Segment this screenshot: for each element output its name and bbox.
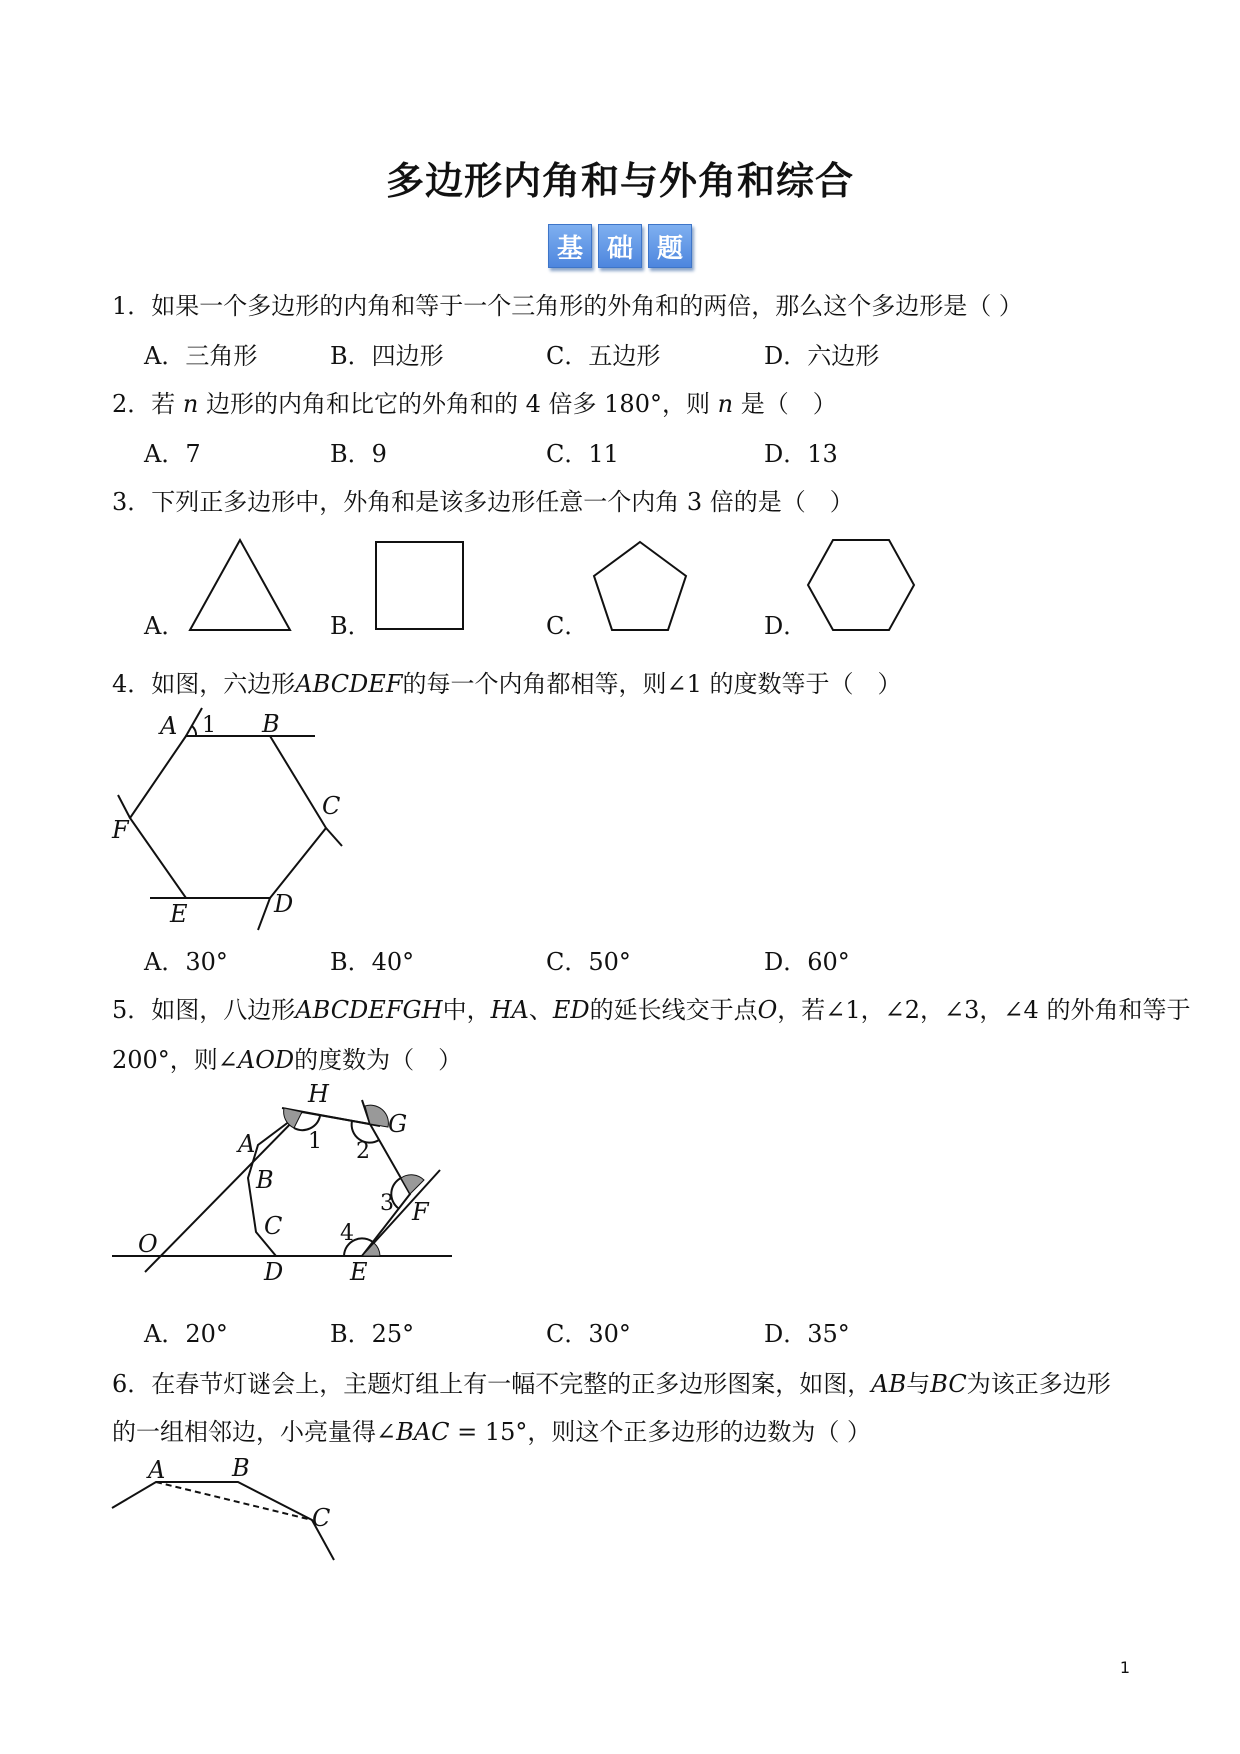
q2-option-a: A．7 (144, 440, 201, 468)
q5-option-c: C．30° (546, 1320, 631, 1348)
oct-label-d: D (264, 1258, 284, 1286)
oct-label-4: 4 (340, 1221, 354, 1246)
q2-option-c: C．11 (546, 440, 619, 468)
q5-text-a: 5．如图，八边形 (112, 996, 296, 1024)
q5-line2-b: 的度数为（ ） (294, 1046, 463, 1074)
hex-label-d: D (274, 890, 294, 918)
hex-label-e: E (170, 900, 188, 928)
q2-var-n-2: n (717, 390, 734, 418)
frag-label-b: B (232, 1454, 250, 1482)
q4-option-c: C．50° (546, 948, 631, 976)
oct-label-2: 2 (356, 1139, 370, 1164)
q4-math: ABCDEF (295, 670, 403, 698)
q6-line2-a: 的一组相邻边，小亮量得∠ (112, 1418, 397, 1446)
polygon-fragment (112, 1482, 334, 1560)
hex-label-1: 1 (202, 713, 216, 738)
q5-math2: HA (490, 996, 529, 1024)
badge-char: 础 (598, 224, 642, 268)
q5-option-d: D．35° (764, 1320, 850, 1348)
ac-dashed-line (156, 1482, 312, 1520)
q4-option-d: D．60° (764, 948, 850, 976)
frag-label-a: A (148, 1456, 166, 1484)
q3-option-a: A． (144, 612, 186, 640)
q6-line2-b: = 15°，则这个正多边形的边数为（ ） (449, 1418, 871, 1446)
q3-option-d: D． (764, 612, 808, 640)
oct-label-c: C (264, 1212, 283, 1240)
q6-math2: BC (930, 1370, 967, 1398)
oct-label-b: B (256, 1166, 274, 1194)
q2-text-c: 是（ ） (733, 390, 837, 418)
q2-var-n: n (182, 390, 199, 418)
q5-math1: ABCDEFGH (295, 996, 443, 1024)
q1-option-d: D．六边形 (764, 342, 880, 370)
oct-label-o: O (138, 1230, 158, 1258)
oct-label-e: E (350, 1258, 368, 1286)
hex-label-c: C (322, 792, 341, 820)
hex-label-f: F (112, 816, 129, 844)
q4-text-b: 的每一个内角都相等，则∠1 的度数等于（ ） (402, 670, 902, 698)
oct-label-3: 3 (380, 1191, 394, 1216)
q5-text-d: 的延长线交于点 (589, 996, 758, 1024)
q5-line2-a: 200°，则∠ (112, 1046, 238, 1074)
oct-label-f: F (412, 1198, 429, 1226)
q6-line2-math: BAC (396, 1418, 450, 1446)
q2-text-a: 2．若 (112, 390, 183, 418)
q5-math3: ED (552, 996, 590, 1024)
q3-option-b: B． (330, 612, 372, 640)
frag-label-c: C (312, 1504, 331, 1532)
q6-text-b: 与 (906, 1370, 931, 1398)
q6-text-c: 为该正多边形 (966, 1370, 1111, 1398)
question-1-text: 1．如果一个多边形的内角和等于一个三角形的外角和的两倍，那么这个多边形是（ ） (112, 292, 1023, 320)
q1-option-b: B．四边形 (330, 342, 444, 370)
q6-text-a: 6．在春节灯谜会上，主题灯组上有一幅不完整的正多边形图案，如图， (112, 1370, 872, 1398)
q5-math4: O (757, 996, 778, 1024)
q5-option-b: B．25° (330, 1320, 415, 1348)
q5-option-a: A．20° (144, 1320, 228, 1348)
q4-option-a: A．30° (144, 948, 228, 976)
q1-option-c: C．五边形 (546, 342, 661, 370)
q5-text-c: 、 (528, 996, 553, 1024)
q2-text-b: 边形的内角和比它的外角和的 4 倍多 180°，则 (198, 390, 718, 418)
oct-label-g: G (388, 1110, 408, 1138)
q4-text-a: 4．如图，六边形 (112, 670, 296, 698)
q6-math1: AB (871, 1370, 907, 1398)
q5-text-b: 中， (442, 996, 491, 1024)
page-title: 多边形内角和与外角和综合 (385, 158, 854, 203)
q2-option-b: B．9 (330, 440, 387, 468)
question-3-text: 3．下列正多边形中，外角和是该多边形任意一个内角 3 倍的是（ ） (112, 488, 854, 516)
q2-option-d: D．13 (764, 440, 838, 468)
q4-option-b: B．40° (330, 948, 415, 976)
badge-char: 基 (548, 224, 592, 268)
q5-text-e: ，若∠1，∠2，∠3，∠4 的外角和等于 (777, 996, 1191, 1024)
oct-label-1: 1 (308, 1129, 322, 1154)
q5-line2-math: AOD (237, 1046, 295, 1074)
q3-option-c: C． (546, 612, 589, 640)
oct-label-h: H (308, 1080, 329, 1108)
hex-label-b: B (262, 710, 280, 738)
oct-label-a: A (238, 1130, 256, 1158)
badge-char: 题 (648, 224, 692, 268)
q1-option-a: A．三角形 (144, 342, 258, 370)
hex-label-a: A (160, 712, 178, 740)
page-number: 1 (1119, 1658, 1130, 1677)
